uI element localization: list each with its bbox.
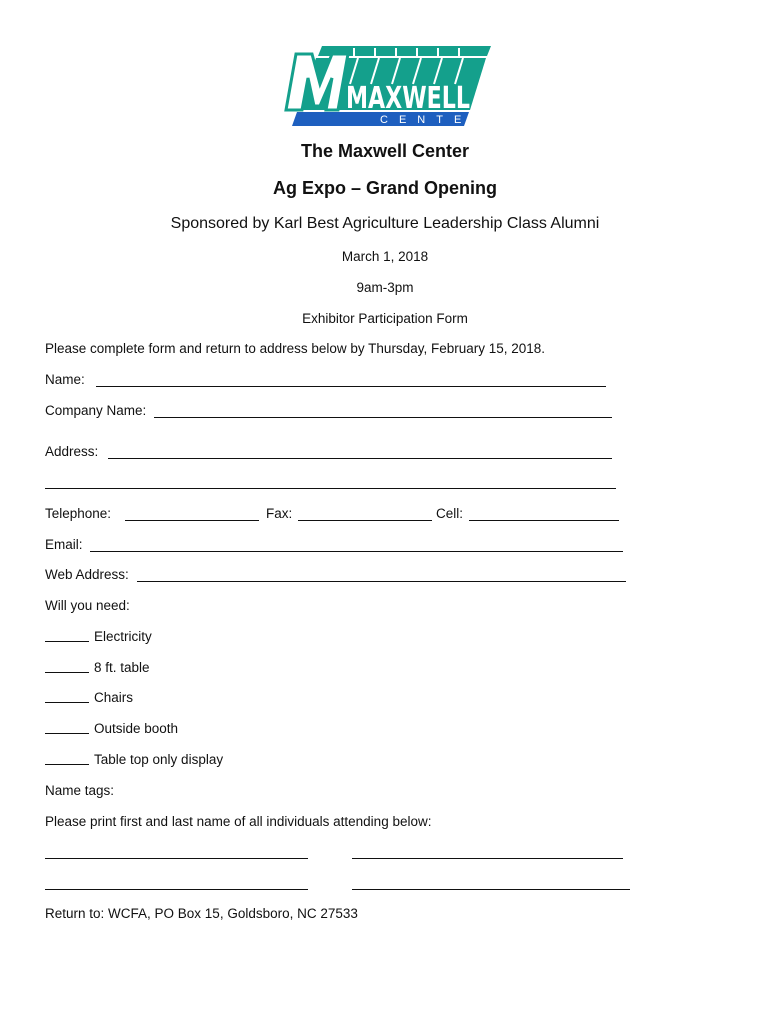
attendee-name-field[interactable]: [45, 858, 308, 859]
fax-label: Fax:: [266, 506, 293, 521]
page-title: The Maxwell Center: [300, 141, 470, 161]
attendee-name-field[interactable]: [352, 858, 623, 859]
need-item[interactable]: Outside booth: [45, 721, 178, 736]
attendee-name-field[interactable]: [45, 889, 308, 890]
web-address-field[interactable]: [137, 581, 626, 582]
checkbox-blank[interactable]: [45, 733, 89, 734]
address-field-2[interactable]: [45, 488, 616, 489]
email-label: Email:: [45, 537, 83, 552]
name-field[interactable]: [96, 386, 606, 387]
logo-subtitle: CENTER: [380, 114, 492, 126]
checkbox-blank[interactable]: [45, 641, 89, 642]
checkbox-blank[interactable]: [45, 672, 89, 673]
checkbox-blank[interactable]: [45, 764, 89, 765]
instructions: Please complete form and return to address below by Thursday, February 15, 2018.: [45, 341, 546, 356]
name-tags-heading: Name tags:: [45, 783, 115, 798]
need-item[interactable]: Chairs: [45, 690, 133, 705]
event-title: Ag Expo – Grand Opening: [272, 178, 497, 198]
web-address-label: Web Address:: [45, 567, 129, 582]
event-time: 9am-3pm: [356, 280, 414, 295]
checkbox-blank[interactable]: [45, 702, 89, 703]
need-item[interactable]: 8 ft. table: [45, 660, 150, 675]
name-tags-instruction: Please print first and last name of all individuals attending below:: [45, 814, 432, 829]
need-item[interactable]: Electricity: [45, 629, 152, 644]
company-field[interactable]: [154, 417, 612, 418]
maxwell-center-logo: [278, 44, 493, 128]
need-item[interactable]: Table top only display: [45, 752, 223, 767]
name-label: Name:: [45, 372, 85, 387]
cell-label: Cell:: [436, 506, 464, 521]
telephone-field[interactable]: [125, 520, 259, 521]
event-date: March 1, 2018: [341, 249, 429, 264]
address-field-1[interactable]: [108, 458, 612, 459]
logo-wordmark: MAXWELL: [346, 81, 470, 116]
needs-heading: Will you need:: [45, 598, 130, 613]
sponsor-line: Sponsored by Karl Best Agriculture Leadership Class Alumni: [170, 215, 600, 232]
fax-field[interactable]: [298, 520, 432, 521]
cell-field[interactable]: [469, 520, 619, 521]
address-label: Address:: [45, 444, 99, 459]
attendee-name-field[interactable]: [352, 889, 630, 890]
email-field[interactable]: [90, 551, 623, 552]
return-address: Return to: WCFA, PO Box 15, Goldsboro, NC 27533: [45, 906, 358, 921]
company-label: Company Name:: [45, 403, 147, 418]
form-name: Exhibitor Participation Form: [302, 311, 468, 326]
telephone-label: Telephone:: [45, 506, 112, 521]
